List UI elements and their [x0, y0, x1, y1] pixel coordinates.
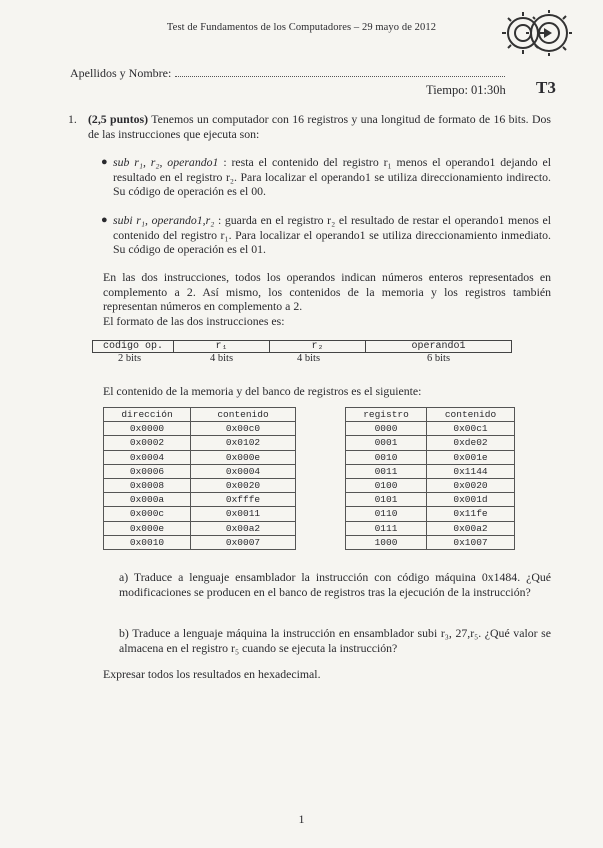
bits-r1: 4 bits	[210, 353, 234, 364]
format-field-operand: operando1	[366, 341, 512, 353]
operands-paragraph	[103, 270, 551, 328]
table-row: 0x0010 0x0007	[104, 535, 296, 549]
bits-operand: 6 bits	[427, 353, 451, 364]
memory-intro-text: El contenido de la memoria y del banco de registros es el siguiente:	[103, 384, 422, 398]
register-header-register: registro	[346, 408, 427, 422]
table-row: 0110 0x11fe	[346, 507, 515, 521]
memory-table	[103, 407, 296, 550]
table-row: 0x0008 0x0020	[104, 478, 296, 492]
twos-complement-text: En las dos instrucciones, todos los operandos indican números enteros representados en complemento a 2. Así mismo, los contenidos de la memoria y los registros también representan números en complemento a 2.	[103, 270, 551, 314]
table-row: 0x000a 0xfffe	[104, 493, 296, 507]
instruction-sub-description	[101, 155, 551, 199]
table-row: 0101 0x001d	[346, 493, 515, 507]
student-name-field	[70, 66, 505, 81]
format-intro-text: El formato de las dos instrucciones es:	[103, 313, 285, 328]
header-title: Test de Fundamentos de los Computadores – 29 mayo de 2012	[166, 22, 437, 33]
question-intro-text: Tenemos un computador con 16 registros y una longitud de formato de 16 bits. Dos de las instrucciones que ejecuta son:	[88, 112, 551, 141]
table-row: 0x000e 0x00a2	[104, 521, 296, 535]
bits-r2: 4 bits	[297, 353, 321, 364]
table-row: 0011 0x1144	[346, 464, 515, 478]
format-bit-widths	[92, 353, 512, 367]
register-header-content: contenido	[427, 408, 515, 422]
table-row: 0x0002 0x0102	[104, 436, 296, 450]
exam-code: T3	[536, 78, 556, 97]
name-label: Apellidos y Nombre:	[70, 66, 172, 80]
table-row: 0010 0x001e	[346, 450, 515, 464]
bits-opcode: 2 bits	[118, 353, 142, 364]
name-dotted-line	[175, 66, 505, 77]
university-logo-icon	[497, 8, 577, 58]
question-part-b: b) Traduce a lenguaje máquina la instrucción en ensamblador subi r₃, 27,r₅. ¿Qué valor se almacena en el registro r₅ cuando se ejecuta la instrucción?	[119, 626, 551, 655]
memory-header-content: contenido	[191, 408, 296, 422]
hex-note: Expresar todos los resultados en hexadecimal.	[103, 667, 321, 681]
sub-text: : resta el contenido del registro r₁ menos el operando1 dejando el resultado en el registro r₂. Para localizar el operando1 se utiliza direccionamiento indirecto. Su código de operación es el 00.	[113, 155, 551, 199]
register-table	[345, 407, 515, 550]
instruction-subi-description	[101, 213, 551, 257]
table-row: 0x0004 0x000e	[104, 450, 296, 464]
question-points: (2,5 puntos)	[88, 112, 149, 126]
question-number: 1.	[68, 112, 77, 126]
sub-syntax: sub r₁, r₂, operando1	[113, 155, 219, 169]
subi-syntax: subi r₁, operando1,r₂	[113, 213, 215, 227]
subi-text: : guarda en el registro r₂ el resultado de restar el operando1 menos el contenido del registro r₁. Para localizar el operando1 se utiliza direccionamiento inmediato. Su código de operación es el 01.	[113, 213, 551, 257]
table-row: 0001 0xde02	[346, 436, 515, 450]
instruction-format-table	[92, 340, 512, 353]
table-row: 0100 0x0020	[346, 478, 515, 492]
question-part-a: a) Traduce a lenguaje ensamblador la instrucción con código máquina 0x1484. ¿Qué modificaciones se producen en el banco de registros tras la ejecución de la instrucción?	[119, 570, 551, 599]
table-row: 0000 0x00c1	[346, 422, 515, 436]
table-row: 0x0006 0x0004	[104, 464, 296, 478]
question-1-intro	[68, 112, 551, 141]
bullet-icon: ●	[101, 214, 108, 226]
format-field-r1: r₁	[174, 341, 270, 353]
table-row: 0111 0x00a2	[346, 521, 515, 535]
bullet-icon: ●	[101, 156, 108, 168]
format-field-opcode: codigo op.	[93, 341, 174, 353]
memory-header-address: dirección	[104, 408, 191, 422]
page-number: 1	[298, 812, 305, 826]
format-field-r2: r₂	[270, 341, 366, 353]
table-row: 0x000c 0x0011	[104, 507, 296, 521]
table-row: 1000 0x1007	[346, 535, 515, 549]
exam-time: Tiempo: 01:30h	[426, 83, 506, 97]
table-row: 0x0000 0x00c0	[104, 422, 296, 436]
